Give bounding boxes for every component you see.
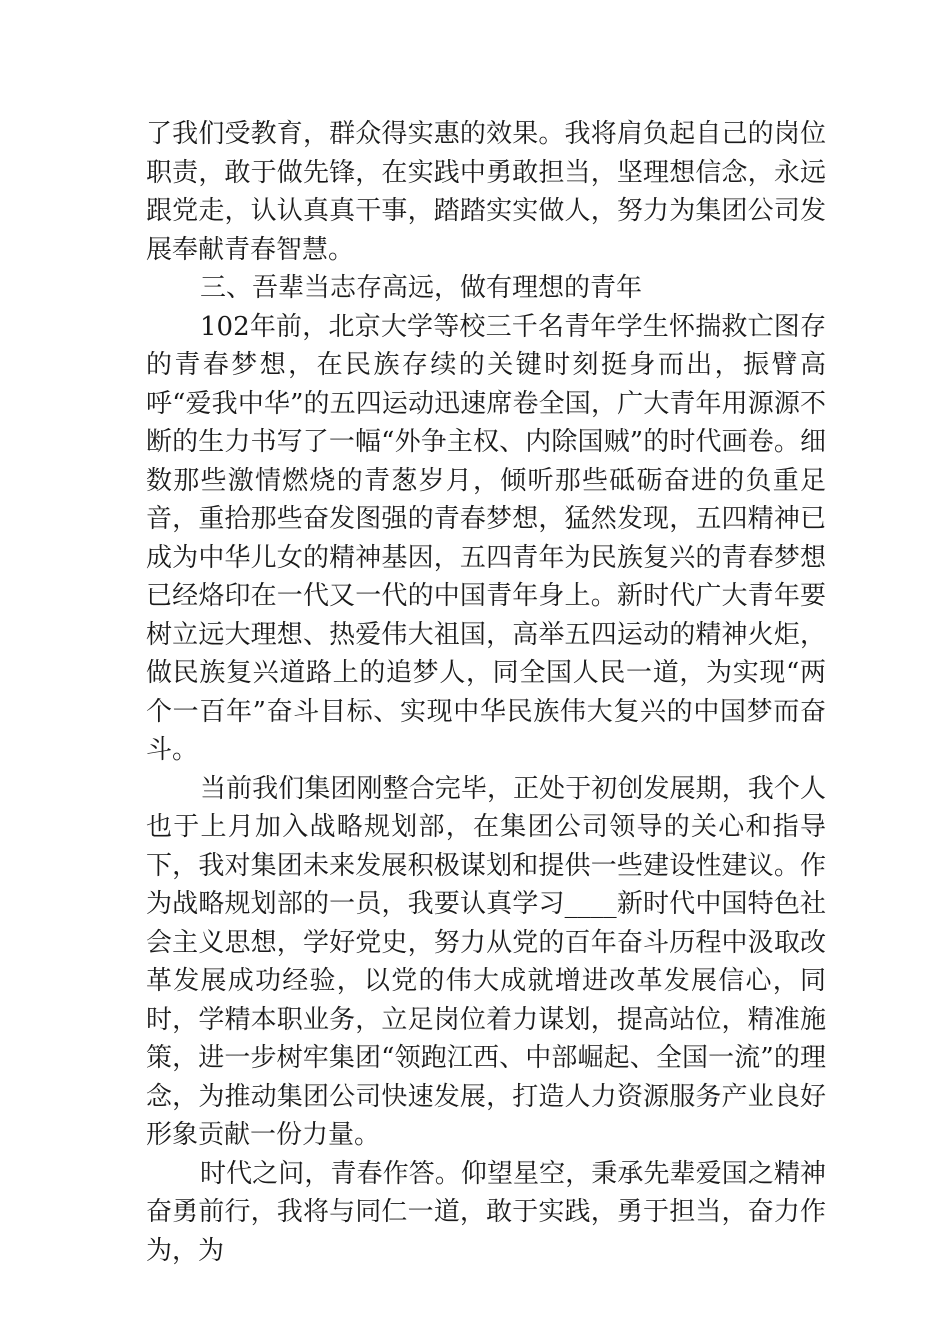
paragraph-strategy-dept: 当前我们集团刚整合完毕，正处于初创发展期，我个人也于上月加入战略规划部，在集团公司领导的关心和指导下，我对集团未来发展积极谋划和提供一些建设性建议。作为战略规划部的一员，我要认真学习____新时代中国特色社会主义思想，学好党史，努力从党的百年奋斗历程中汲取改革发展成功经验，以党的伟大成就增进改革发展信心，同时，学精本职业务，立足岗位着力谋划，提高站位，精准施策，进一步树牢集团“领跑江西、中部崛起、全国一流”的理念，为推动集团公司快速发展，打造人力资源服务产业良好形象贡献一份力量。 xyxy=(146,773,826,1150)
document-body xyxy=(146,115,826,1270)
paragraph-may-fourth: 102年前，北京大学等校三千名青年学生怀揣救亡图存的青春梦想，在民族存续的关键时刻挺身而出，振臂高呼“爱我中华”的五四运动迅速席卷全国，广大青年用源源不断的生力书写了一幅“外争主权、内除国贼”的时代画卷。细数那些激情燃烧的青葱岁月，倾听那些砥砺奋进的负重足音，重拾那些奋发图强的青春梦想，猛然发现，五四精神已成为中华儿女的精神基因，五四青年为民族复兴的青春梦想已经烙印在一代又一代的中国青年身上。新时代广大青年要树立远大理想、热爱伟大祖国，高举五四运动的精神火炬，做民族复兴道路上的追梦人，同全国人民一道，为实现“两个一百年”奋斗目标、实现中华民族伟大复兴的中国梦而奋斗。 xyxy=(146,311,826,765)
section-heading: 三、吾辈当志存高远，做有理想的青年 xyxy=(200,273,643,303)
paragraph-closing: 时代之问，青春作答。仰望星空，秉承先辈爱国之精神奋勇前行，我将与同仁一道，敢于实践，勇于担当，奋力作为，为 xyxy=(146,1158,826,1266)
paragraph-continuation: 了我们受教育，群众得实惠的效果。我将肩负起自己的岗位职责，敢于做先锋，在实践中勇敢担当，坚理想信念，永远跟党走，认认真真干事，踏踏实实做人，努力为集团公司发展奉献青春智慧。 xyxy=(146,119,826,265)
